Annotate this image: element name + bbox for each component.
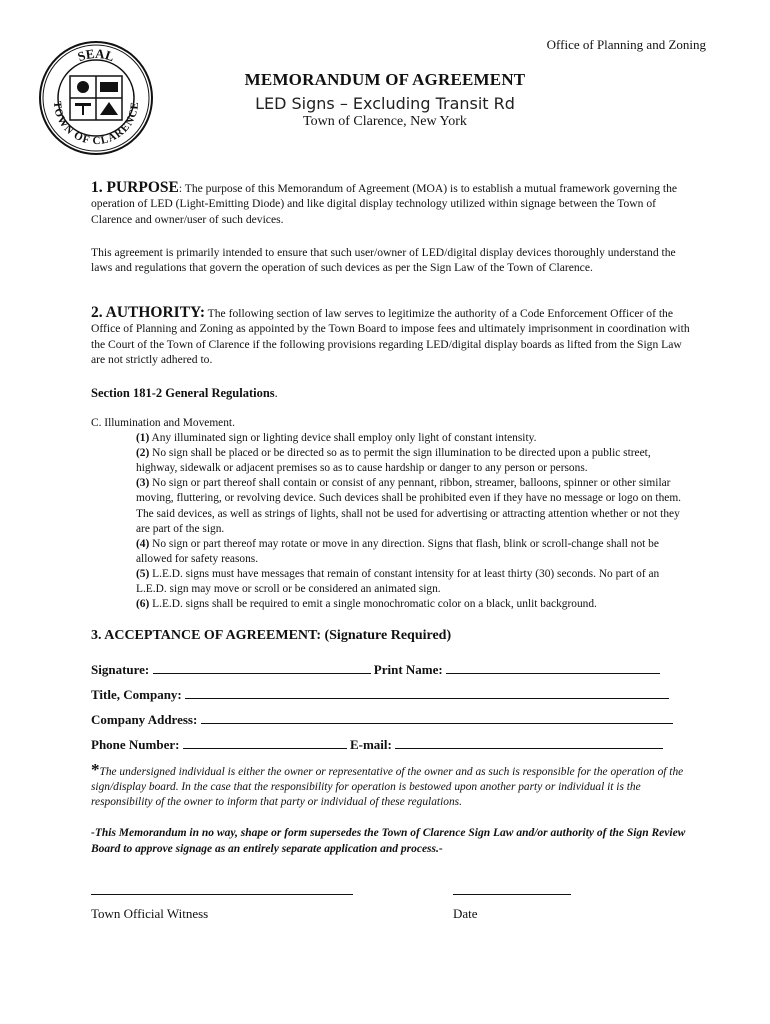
authority-text: The following section of law serves to legitimize the authority of a Code Enforcement Officer of the Office of Planning and Zoning as appointed by the Town Board to impose fees and ultimately imprisonment in coordination with the Court of the Town of Clarence if the following provisions regarding LED/digital display boards as lifted from the Sign Law are not strictly adhered to. bbox=[91, 307, 690, 366]
responsibility-note bbox=[91, 762, 691, 811]
title-company-field[interactable] bbox=[185, 685, 669, 699]
regulation-item: (5) L.E.D. signs must have messages that remain of constant intensity for at least thirty (30) seconds. No part of an L.E.D. sign may move or scroll or be considered an animated sign. bbox=[136, 567, 660, 596]
section-heading bbox=[91, 386, 691, 401]
illumination-section bbox=[91, 416, 691, 612]
regulation-item: (1) Any illuminated sign or lighting device shall employ only light of constant intensity. bbox=[136, 432, 537, 445]
purpose-intent-paragraph: This agreement is primarily intended to ensure that such user/owner of LED/digital display devices thoroughly understand the laws and regulations that govern the operation of such devices as per the Sign Law of the Town of Clarence. bbox=[91, 246, 676, 275]
purpose-section bbox=[91, 180, 691, 227]
email-field[interactable] bbox=[395, 735, 663, 749]
date-line[interactable] bbox=[453, 893, 571, 895]
document-location: Town of Clarence, New York bbox=[303, 114, 467, 129]
section-c-label: C. Illumination and Movement. bbox=[91, 417, 235, 429]
signature-label: Signature: bbox=[91, 662, 150, 677]
authority-section bbox=[91, 305, 691, 367]
email-label: E-mail: bbox=[349, 737, 392, 752]
authority-heading: 2. AUTHORITY: bbox=[91, 304, 205, 321]
phone-field[interactable] bbox=[183, 735, 347, 749]
office-name: Office of Planning and Zoning bbox=[546, 37, 706, 52]
signature-field[interactable] bbox=[153, 660, 371, 674]
phone-label: Phone Number: bbox=[91, 737, 180, 752]
document-title: MEMORANDUM OF AGREEMENT bbox=[244, 70, 526, 89]
purpose-text: : The purpose of this Memorandum of Agreement (MOA) is to establish a mutual framework governing the operation of LED (Light-Emitting Diode) and like digital display technology utilized within signage between the Town of Clarence and owner/user of such devices. bbox=[91, 182, 678, 226]
witness-signature-line[interactable] bbox=[91, 893, 353, 895]
title-company-label: Title, Company: bbox=[91, 687, 182, 702]
acceptance-heading: 3. ACCEPTANCE OF AGREEMENT: (Signature Required) bbox=[91, 628, 452, 643]
disclaimer: -This Memorandum in no way, shape or form supersedes the Town of Clarence Sign Law and/or authority of the Sign Review Board to approve signage as an entirely separate application and process.- bbox=[91, 827, 686, 855]
svg-text:SEAL: SEAL bbox=[75, 45, 117, 65]
regulation-item: (3) No sign or part thereof shall contain or consist of any pennant, ribbon, streamer, balloons, spinner or other similar moving, fluttering, or revolving device. Such devices shall be prohibited even if they have no message or logo on them. The said devices, as well as strings of lights, shall not be used for advertising or attracting attention whether or not they are part of the sign. bbox=[136, 477, 682, 535]
regulation-item: (4) No sign or part thereof may rotate or move in any direction. Signs that flash, blink or scroll-change shall not be allowed for safety reasons. bbox=[136, 537, 659, 565]
purpose-heading: 1. PURPOSE bbox=[91, 179, 179, 196]
company-address-label: Company Address: bbox=[91, 712, 198, 727]
print-name-field[interactable] bbox=[446, 660, 660, 674]
svg-text:TOWN OF CLARENCE: TOWN OF CLARENCE bbox=[50, 100, 142, 148]
witness-label: Town Official Witness bbox=[91, 906, 209, 921]
print-name-label: Print Name: bbox=[373, 662, 443, 677]
section-heading-period: . bbox=[274, 386, 278, 400]
company-address-field[interactable] bbox=[201, 710, 673, 724]
asterisk: * bbox=[91, 760, 100, 779]
regulation-item: (6) L.E.D. signs shall be required to emit a single monochromatic color on a black, unlit background. bbox=[136, 598, 597, 611]
document-subtitle: LED Signs – Excluding Transit Rd bbox=[255, 94, 515, 113]
date-label: Date bbox=[453, 906, 478, 921]
note-text: The undersigned individual is either the owner or representative of the owner and as such is responsible for the operation of the sign/display board. In the case that the responsibility for operation is bestowed upon another party or individual it is the responsibility of the owner to inform that party or individual of these regulations. bbox=[91, 766, 684, 809]
regulation-item: (2) No sign shall be placed or be directed so as to permit the sign illumination to be directed upon a public street, highway, sidewalk or adjacent premises so as to cause hardship or danger to any person or persons. bbox=[136, 447, 651, 475]
section-heading-text: Section 181-2 General Regulations bbox=[91, 386, 275, 400]
